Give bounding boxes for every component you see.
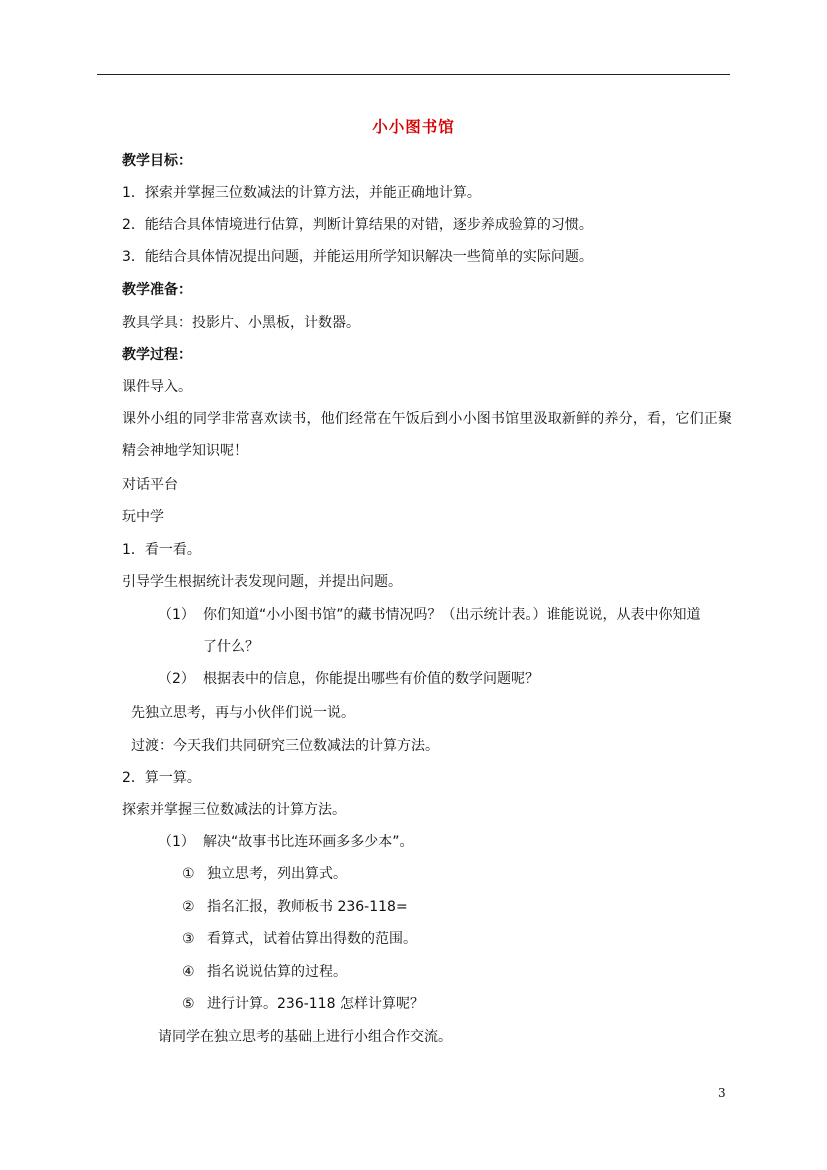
intro-line: 课件导入。 [122, 379, 192, 395]
prep-text: 教具学具：投影片、小黑板，计数器。 [122, 315, 360, 331]
page-number: 3 [718, 1086, 726, 1100]
dialogue-line: 对话平台 [122, 477, 178, 493]
sub1-label: （1） [158, 834, 195, 850]
substep-mark-1: ① [182, 866, 195, 882]
substep-text-5: 进行计算。236-118 怎样计算呢？ [207, 996, 424, 1012]
step1-heading: 1．看一看。 [122, 542, 201, 558]
substep-mark-3: ③ [182, 931, 195, 947]
substep-text-3: 看算式，试着估算出得数的范围。 [207, 931, 417, 947]
think-line: 先独立思考，再与小伙伴们说一说。 [131, 705, 355, 721]
transition-line: 过渡：今天我们共同研究三位数减法的计算方法。 [131, 738, 439, 754]
goal-item-3: 3．能结合具体情况提出问题，并能运用所学知识解决一些简单的实际问题。 [122, 249, 593, 265]
substep-mark-2: ② [182, 899, 195, 915]
question1-label: （1） [158, 607, 195, 623]
question2-text: 根据表中的信息，你能提出哪些有价值的数学问题呢？ [203, 671, 539, 687]
substep-mark-5: ⑤ [182, 996, 195, 1012]
sub1-text: 解决“故事书比连环画多多少本”。 [203, 834, 414, 850]
question1-text-a: 你们知道“小小图书馆”的藏书情况吗？（出示统计表。）谁能说说，从表中你知道 [203, 607, 701, 623]
step2-heading: 2．算一算。 [122, 770, 201, 786]
play-learn-line: 玩中学 [122, 509, 164, 525]
question1-text-b: 了什么？ [203, 639, 259, 655]
substep-mark-4: ④ [182, 964, 195, 980]
document-title: 小小图书馆 [372, 118, 455, 136]
goal-item-1: 1．探索并掌握三位数减法的计算方法，并能正确地计算。 [122, 185, 481, 201]
goal-item-2: 2．能结合具体情境进行估算，判断计算结果的对错，逐步养成验算的习惯。 [122, 217, 593, 233]
substep-text-1: 独立思考，列出算式。 [207, 866, 347, 882]
step2-text: 探索并掌握三位数减法的计算方法。 [122, 802, 346, 818]
header-rule [97, 74, 730, 75]
question2-label: （2） [158, 671, 195, 687]
prep-heading: 教学准备： [122, 282, 192, 298]
goals-heading: 教学目标： [122, 153, 192, 169]
intro-paragraph: 课外小组的同学非常喜欢读书，他们经常在午饭后到小小图书馆里汲取新鲜的养分，看，它们正聚精会神地学知识呢！ [122, 411, 732, 459]
substep-text-4: 指名说说估算的过程。 [207, 964, 347, 980]
step1-text: 引导学生根据统计表发现问题，并提出问题。 [122, 574, 402, 590]
closing-line: 请同学在独立思考的基础上进行小组合作交流。 [158, 1029, 452, 1045]
process-heading: 教学过程： [122, 347, 192, 363]
substep-text-2: 指名汇报，教师板书 236-118= [207, 899, 408, 915]
